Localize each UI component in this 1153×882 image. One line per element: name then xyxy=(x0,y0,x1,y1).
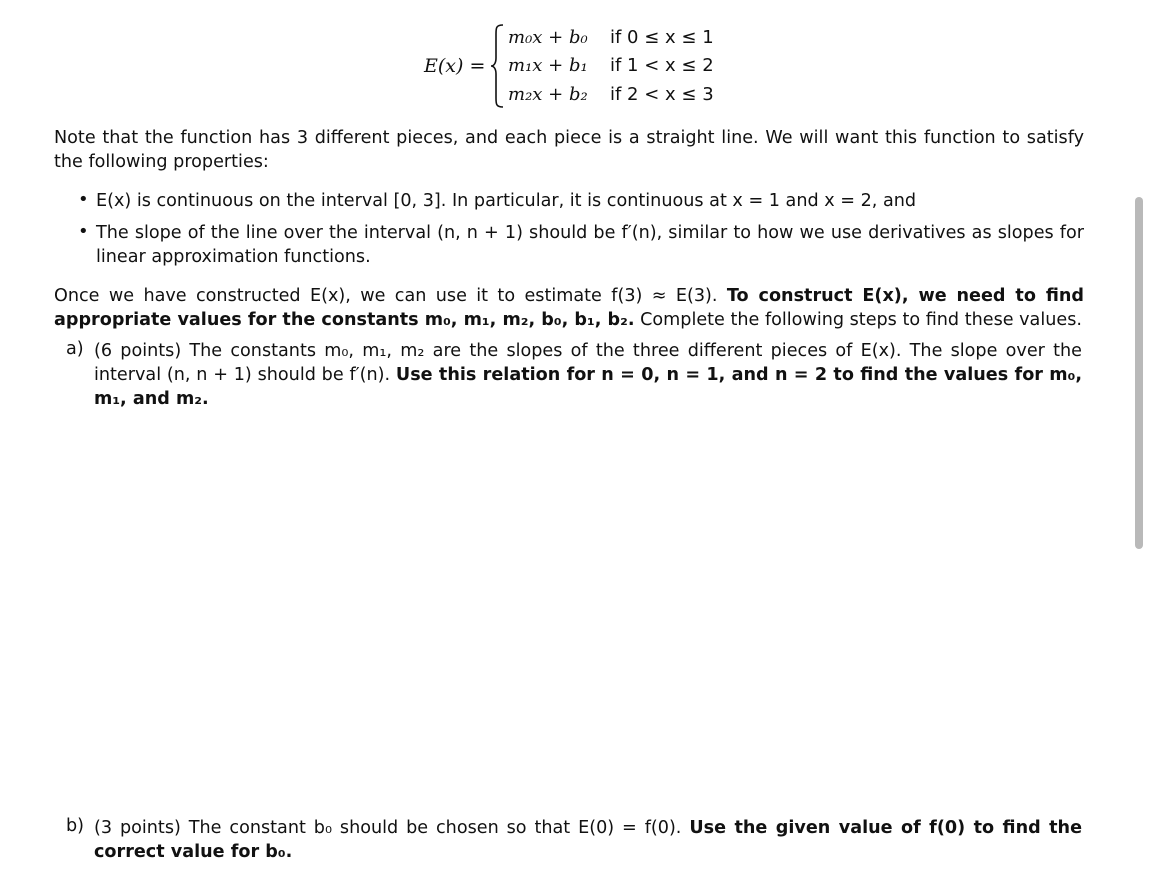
case-expr-1: m₁x + b₁ xyxy=(508,55,588,76)
part-b-bold: Use the given value of f(0) to find the correct value for b₀. xyxy=(94,818,1082,862)
case-expr-2: m₂x + b₂ xyxy=(508,84,588,105)
bullet-marker-icon: • xyxy=(78,189,89,210)
bullet-continuity: E(x) is continuous on the interval [0, 3]. In particular, it is continuous at x = 1 and x = 2, and xyxy=(96,191,917,211)
construct-tail: Complete the following steps to find these values. xyxy=(640,310,1082,330)
construct-bold: To construct E(x), we need to find appropriate values for the constants m₀, m₁, m₂, b₀, b₁, b₂. xyxy=(54,286,1084,330)
equation-label: E(x) = xyxy=(424,55,486,77)
bullet-slope: The slope of the line over the interval (n, n + 1) should be f′(n), similar to how we use derivatives as slopes for linear approximation functions. xyxy=(96,223,1084,267)
part-a-label: a) xyxy=(66,339,84,359)
case-cond-1: if 1 < x ≤ 2 xyxy=(610,55,714,76)
part-b-question xyxy=(94,816,1082,864)
case-cond-2: if 2 < x ≤ 3 xyxy=(610,84,714,105)
part-a-bold: Use this relation for n = 0, n = 1, and n = 2 to find the values for m₀, m₁, and m₂. xyxy=(94,365,1082,409)
part-a-question xyxy=(94,339,1082,411)
construct-plain: Once we have constructed E(x), we can use it to estimate f(3) ≈ E(3). xyxy=(54,286,718,306)
part-b-label: b) xyxy=(66,816,85,836)
case-expr-0: m₀x + b₀ xyxy=(508,27,588,48)
intro-paragraph: Note that the function has 3 different pieces, and each piece is a straight line. We will want this function to satisfy the following properties: xyxy=(54,128,1084,172)
construct-paragraph xyxy=(54,284,1084,332)
part-b-plain: (3 points) The constant b₀ should be chosen so that E(0) = f(0). xyxy=(94,818,682,838)
vertical-scrollbar[interactable] xyxy=(1135,197,1143,549)
part-a-plain: (6 points) The constants m₀, m₁, m₂ are the slopes of the three different pieces of E(x). The slope over the interval (n, n + 1) should be f′(n). xyxy=(94,341,1082,385)
case-cond-0: if 0 ≤ x ≤ 1 xyxy=(610,27,714,48)
left-brace-icon xyxy=(490,24,504,108)
bullet-marker-icon: • xyxy=(78,221,89,242)
